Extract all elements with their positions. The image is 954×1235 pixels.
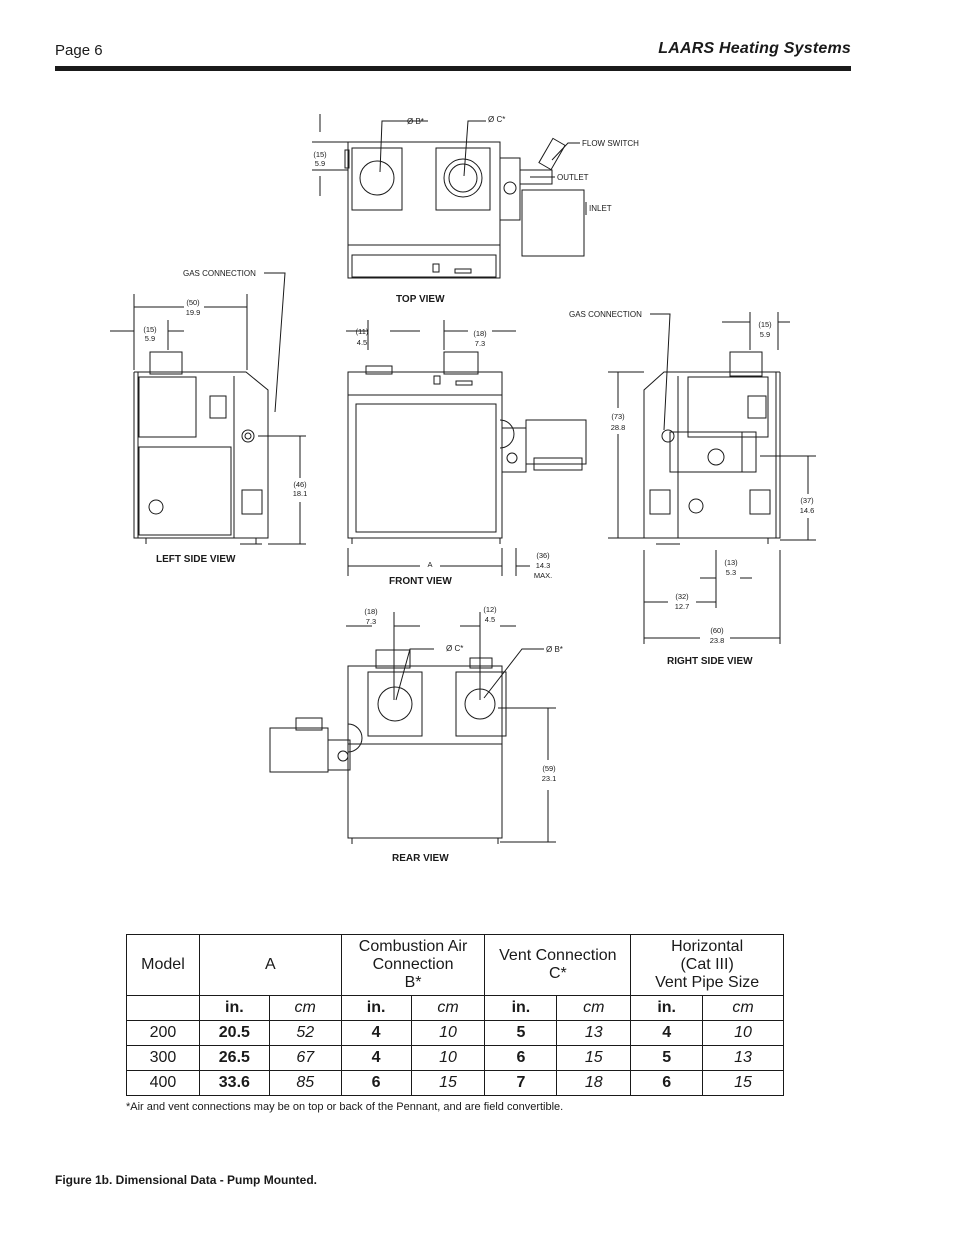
front-view-title: FRONT VIEW <box>389 576 452 587</box>
dim-label: (73) <box>611 412 625 421</box>
units-blank <box>127 996 200 1021</box>
h-cm-cell: 13 <box>703 1046 784 1071</box>
a-in-cell: 20.5 <box>199 1021 269 1046</box>
a-cm-cell: 85 <box>269 1071 341 1096</box>
dim-label: 5.3 <box>725 568 737 577</box>
dim-label: 14.6 <box>799 506 815 515</box>
header-combustion-air <box>341 935 485 996</box>
dim-label: (18) <box>473 329 487 338</box>
b-cm-cell: 10 <box>411 1021 485 1046</box>
header-line: Connection <box>372 956 454 973</box>
b-in-cell: 6 <box>341 1071 411 1096</box>
flow-switch-label: FLOW SWITCH <box>582 139 639 148</box>
unit-in: in. <box>199 996 269 1021</box>
unit-in: in. <box>485 996 557 1021</box>
b-in-cell: 4 <box>341 1046 411 1071</box>
b-cm-cell: 15 <box>411 1071 485 1096</box>
header-line: Horizontal <box>671 938 744 955</box>
dim-label: (59) <box>542 764 556 773</box>
dim-label: 7.3 <box>474 339 486 348</box>
left-gas-connection-label: GAS CONNECTION <box>183 269 256 278</box>
c-cm-cell: 18 <box>557 1071 631 1096</box>
header-a: A <box>199 935 341 996</box>
h-cm-cell: 10 <box>703 1021 784 1046</box>
header-line: C* <box>548 965 567 982</box>
h-in-cell: 5 <box>631 1046 703 1071</box>
c-in-cell: 5 <box>485 1021 557 1046</box>
table-row <box>127 1046 784 1071</box>
a-cm-cell: 52 <box>269 1021 341 1046</box>
header-vent-connection <box>485 935 631 996</box>
header-line: Vent Pipe Size <box>655 974 760 991</box>
rear-dia-b-label: Ø B* <box>546 645 563 654</box>
dim-label: (32) <box>675 592 689 601</box>
c-cm-cell: 15 <box>557 1046 631 1071</box>
header-line: B* <box>404 974 422 991</box>
unit-cm: cm <box>269 996 341 1021</box>
dim-label: 4.5 <box>484 615 496 624</box>
dim-label: 18.1 <box>292 489 308 498</box>
top-dia-b-label: Ø B* <box>407 117 424 126</box>
c-in-cell: 6 <box>485 1046 557 1071</box>
unit-cm: cm <box>703 996 784 1021</box>
figure-caption: Figure 1b. Dimensional Data - Pump Mounted. <box>55 1173 318 1187</box>
unit-in: in. <box>631 996 703 1021</box>
right-side-view-drawing <box>644 352 780 544</box>
dim-label: (13) <box>724 558 738 567</box>
header-line: (Cat III) <box>680 956 734 973</box>
header-horizontal-vent <box>631 935 784 996</box>
a-in-cell: 26.5 <box>199 1046 269 1071</box>
rear-dia-c-label: Ø C* <box>446 644 464 653</box>
unit-cm: cm <box>411 996 485 1021</box>
a-in-cell: 33.6 <box>199 1071 269 1096</box>
unit-cm: cm <box>557 996 631 1021</box>
outlet-label: OUTLET <box>557 173 589 182</box>
dim-label: (11) <box>355 327 369 336</box>
dim-label: (15) <box>313 150 327 159</box>
model-cell: 400 <box>127 1071 200 1096</box>
dim-label: 12.7 <box>674 602 690 611</box>
dim-label: 23.8 <box>709 636 725 645</box>
unit-in: in. <box>341 996 411 1021</box>
dim-label: (37) <box>800 496 814 505</box>
header-line: Vent Connection <box>499 947 617 964</box>
dim-label: 19.9 <box>185 308 201 317</box>
c-in-cell: 7 <box>485 1071 557 1096</box>
page-number: Page 6 <box>55 42 103 59</box>
front-view-drawing <box>348 352 586 544</box>
dim-label: 4.5 <box>356 338 368 347</box>
table-row <box>127 1021 784 1046</box>
rear-view-title: REAR VIEW <box>392 853 449 864</box>
model-cell: 300 <box>127 1046 200 1071</box>
table-row <box>127 1071 784 1096</box>
header-model: Model <box>127 935 200 996</box>
rear-view-drawing <box>270 650 506 844</box>
dim-label: 5.9 <box>759 330 771 339</box>
right-gas-connection-label: GAS CONNECTION <box>569 310 642 319</box>
footnote: *Air and vent connections may be on top or back of the Pennant, and are field convertible. <box>126 1101 564 1113</box>
front-max-label: MAX. <box>533 571 553 580</box>
h-in-cell: 4 <box>631 1021 703 1046</box>
dim-label: (18) <box>364 607 378 616</box>
header-line: Combustion Air <box>358 938 468 955</box>
model-cell: 200 <box>127 1021 200 1046</box>
dim-label: 14.3 <box>535 561 551 570</box>
dim-label: (46) <box>293 480 307 489</box>
dim-label: (15) <box>758 320 772 329</box>
b-in-cell: 4 <box>341 1021 411 1046</box>
inlet-label: INLET <box>589 204 612 213</box>
dim-label: (36) <box>536 551 550 560</box>
right-side-view-title: RIGHT SIDE VIEW <box>667 656 753 667</box>
left-side-view-drawing <box>134 352 268 544</box>
dim-label: 23.1 <box>541 774 557 783</box>
units-row <box>127 996 784 1021</box>
dim-label: (12) <box>483 605 497 614</box>
c-cm-cell: 13 <box>557 1021 631 1046</box>
dim-label: 5.9 <box>314 159 326 168</box>
top-dia-c-label: Ø C* <box>488 115 506 124</box>
b-cm-cell: 10 <box>411 1046 485 1071</box>
brand-title: LAARS Heating Systems <box>658 40 851 57</box>
a-cm-cell: 67 <box>269 1046 341 1071</box>
left-side-view-title: LEFT SIDE VIEW <box>156 554 236 565</box>
h-in-cell: 6 <box>631 1071 703 1096</box>
dimension-table <box>126 934 784 1096</box>
dim-label: 7.3 <box>365 617 377 626</box>
dim-label: 5.9 <box>144 334 156 343</box>
dim-label: (15) <box>143 325 157 334</box>
top-view-title: TOP VIEW <box>396 294 445 305</box>
dim-label: (50) <box>186 298 200 307</box>
dim-label: 28.8 <box>610 423 626 432</box>
h-cm-cell: 15 <box>703 1071 784 1096</box>
dim-label: (60) <box>710 626 724 635</box>
front-a-label: A <box>427 560 433 569</box>
